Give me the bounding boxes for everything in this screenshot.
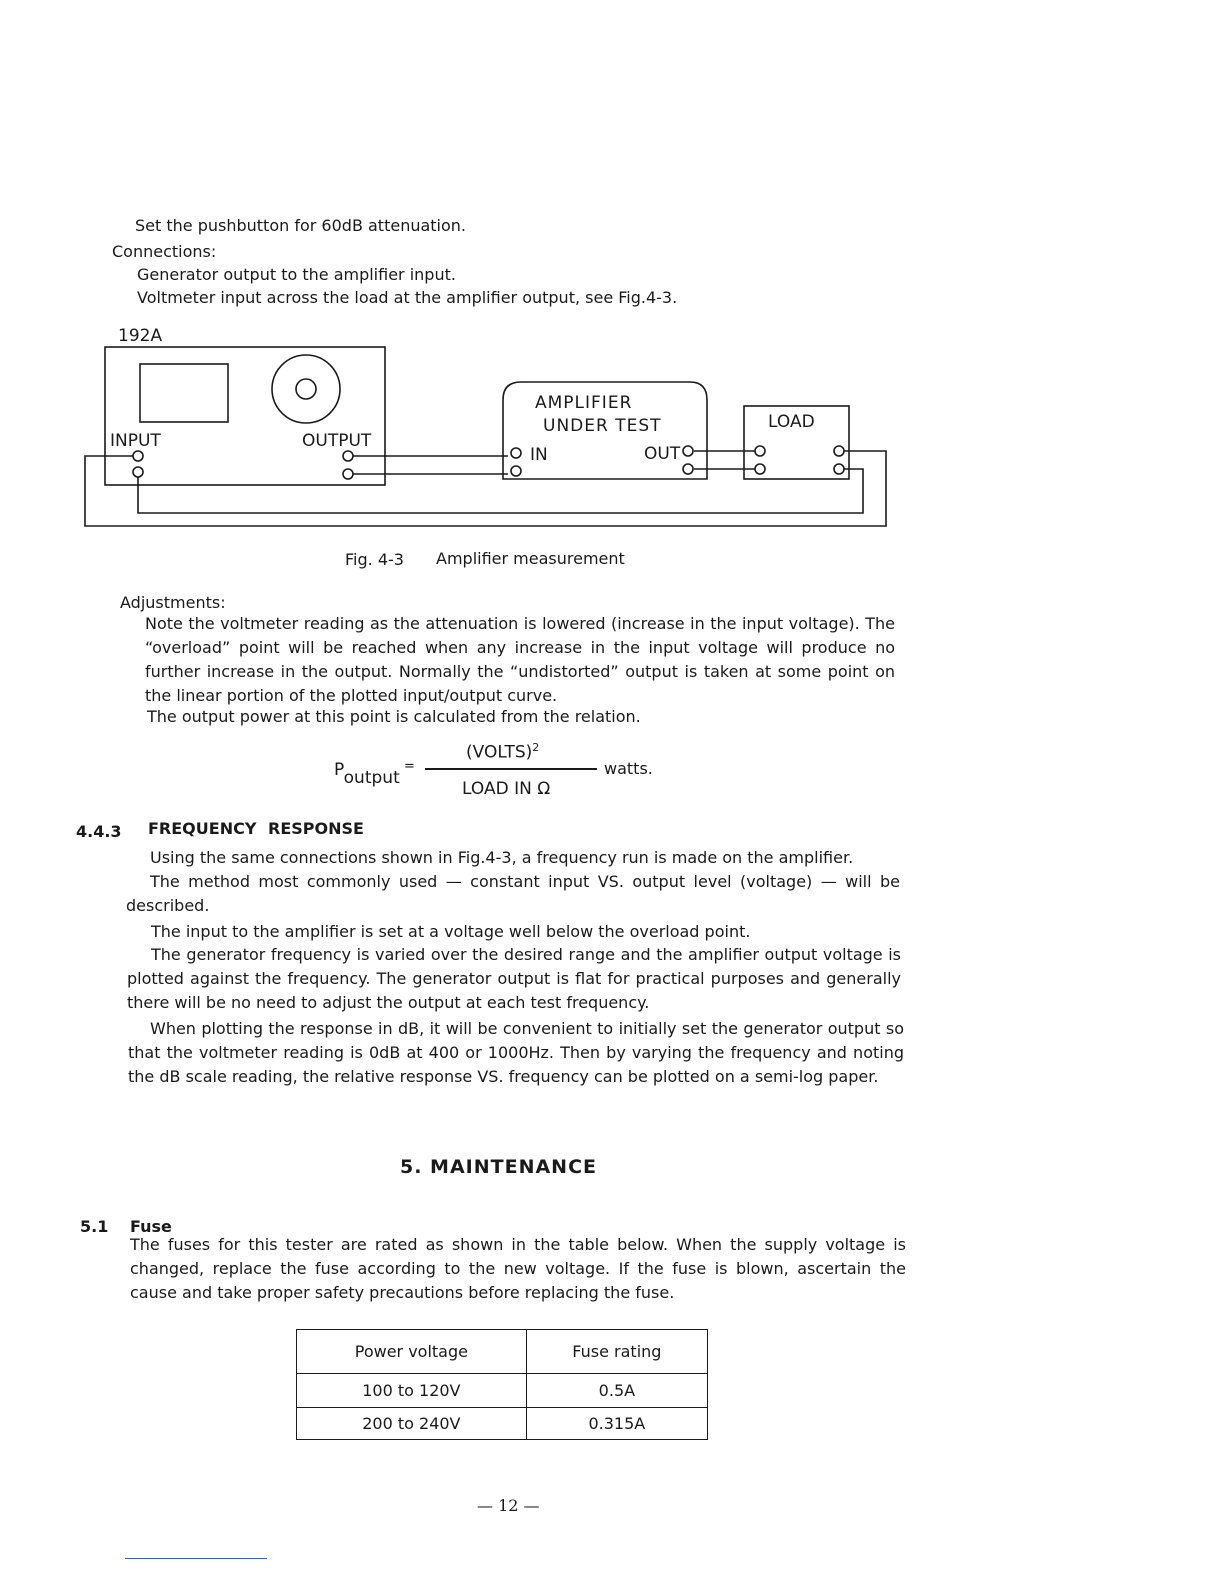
fuse-section-number: 5.1 — [80, 1217, 109, 1236]
frequency-para-5: When plotting the response in dB, it will be convenient to initially set the generator output so that the voltmeter reading is 0dB at 400 or 1000Hz. Then by varying the frequency and noting the dB scale reading, the relative response VS. frequency can be plotted on a semi-log paper. — [128, 1019, 904, 1086]
generator-input-terminal-2 — [133, 467, 143, 477]
amp-in-terminal-1 — [511, 448, 521, 458]
formula-subscript: output — [343, 768, 400, 788]
fuse-section-title: Fuse — [130, 1217, 172, 1236]
load-terminal-4 — [834, 464, 844, 474]
table-header-fuse-rating: Fuse rating — [526, 1330, 707, 1374]
bottom-rule — [125, 1558, 267, 1559]
load-terminal-1 — [755, 446, 765, 456]
intro-line-3: Voltmeter input across the load at the amplifier output, see Fig.4-3. — [137, 288, 678, 307]
input-label: INPUT — [110, 431, 161, 451]
frequency-para-3: The input to the amplifier is set at a voltage well below the overload point. — [151, 922, 751, 941]
knob-outer — [272, 355, 340, 423]
amplifier-label-line2: UNDER TEST — [543, 416, 662, 436]
figure-caption-number: Fig. 4-3 — [345, 550, 404, 569]
maintenance-heading: 5. MAINTENANCE — [400, 1156, 598, 1178]
intro-line-1: Set the pushbutton for 60dB attenuation. — [135, 216, 467, 235]
knob-inner — [296, 379, 316, 399]
page-number: — 12 — — [477, 1496, 540, 1515]
section-number-443: 4.4.3 — [76, 822, 122, 841]
formula-equals: = — [404, 759, 415, 774]
connections-label: Connections: — [112, 242, 217, 261]
amplifier-label-line1: AMPLIFIER — [535, 393, 633, 413]
amp-in-terminal-2 — [511, 466, 521, 476]
generator-box — [105, 347, 385, 485]
amp-in-label: IN — [530, 445, 548, 465]
adjustments-label: Adjustments: — [120, 593, 226, 612]
amp-out-terminal-2 — [683, 464, 693, 474]
generator-output-terminal-2 — [343, 469, 353, 479]
adjustments-relation: The output power at this point is calculated from the relation. — [147, 707, 641, 726]
formula-p: P — [334, 760, 344, 780]
figure-caption-text: Amplifier measurement — [436, 549, 625, 568]
formula-denominator: LOAD IN Ω — [462, 779, 551, 799]
fuse-rating-table — [296, 1329, 708, 1440]
table-cell: 0.5A — [526, 1374, 707, 1408]
intro-line-2: Generator output to the amplifier input. — [137, 265, 456, 284]
generator-output-terminal-1 — [343, 451, 353, 461]
output-label: OUTPUT — [302, 431, 372, 451]
amp-out-terminal-1 — [683, 446, 693, 456]
table-header-power-voltage: Power voltage — [297, 1330, 527, 1374]
fuse-paragraph: The fuses for this tester are rated as shown in the table below. When the supply voltage is changed, replace the fuse according to the new voltage. If the fuse is blown, ascertain the cause and take proper safety precautions before replacing the fuse. — [130, 1235, 906, 1302]
formula-unit: watts. — [604, 759, 653, 778]
load-label: LOAD — [768, 412, 815, 432]
adjustments-paragraph: Note the voltmeter reading as the attenuation is lowered (increase in the input voltage). The “overload” point will be reached when any increase in the input voltage will produce no further increase in the output. Normally the “undistorted” output is taken at some point on the linear portion of the plotted input/output curve. — [145, 614, 895, 705]
formula-numerator: (VOLTS)$^2$ — [466, 741, 540, 763]
generator-input-terminal-1 — [133, 451, 143, 461]
table-cell: 100 to 120V — [297, 1374, 527, 1408]
section-title-frequency-response: FREQUENCY RESPONSE — [148, 819, 364, 838]
generator-model-label: 192A — [118, 326, 163, 346]
amp-out-label: OUT — [644, 444, 681, 464]
formula-exponent: 2 — [532, 741, 540, 754]
amplifier-measurement-diagram — [0, 0, 1224, 560]
meter-window — [140, 364, 228, 422]
frequency-para-2: The method most commonly used — constant input VS. output level (voltage) — will be described. — [126, 872, 900, 915]
table-cell: 0.315A — [526, 1408, 707, 1440]
frequency-para-1: Using the same connections shown in Fig.4-3, a frequency run is made on the amplifier. — [150, 848, 854, 867]
frequency-para-4: The generator frequency is varied over the desired range and the amplifier output voltage is plotted against the frequency. The generator output is flat for practical purposes and generally there will be no need to adjust the output at each test frequency. — [127, 945, 901, 1012]
load-terminal-2 — [755, 464, 765, 474]
load-terminal-3 — [834, 446, 844, 456]
table-cell: 200 to 240V — [297, 1408, 527, 1440]
formula-fraction-bar — [425, 768, 597, 770]
